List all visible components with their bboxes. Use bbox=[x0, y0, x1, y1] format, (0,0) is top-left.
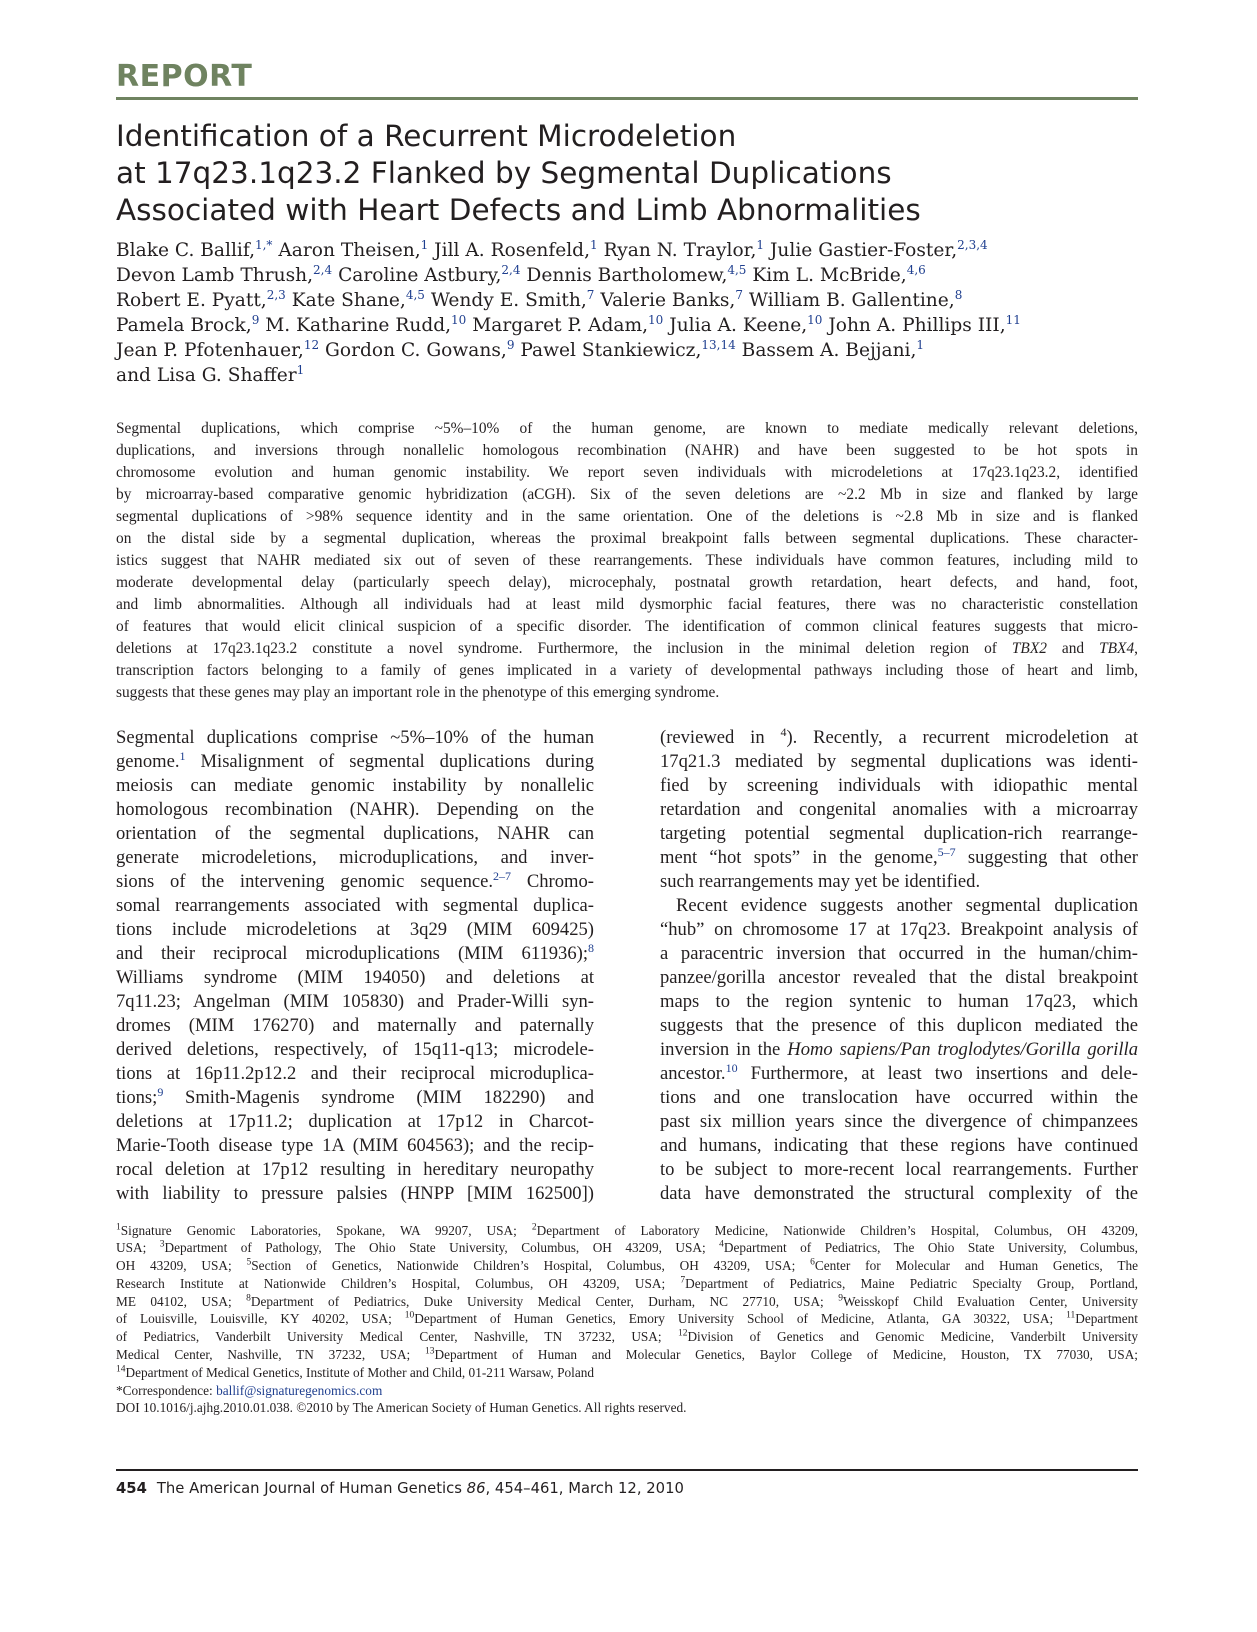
author-name: Jill A. Rosenfeld, bbox=[434, 239, 590, 261]
author-affiliation-ref[interactable]: 10 bbox=[807, 312, 823, 327]
body-text-line: past six million years since the divergence of chimpanzees bbox=[660, 1110, 1138, 1132]
citation-ref[interactable]: 1 bbox=[179, 748, 186, 763]
page-footer bbox=[116, 1480, 684, 1497]
citation-ref[interactable]: 14 bbox=[116, 1364, 126, 1375]
body-text-line: tions at 16p11.2p12.2 and their reciprocal microduplica- bbox=[116, 1062, 594, 1084]
author-affiliation-ref[interactable]: 4,5 bbox=[727, 262, 747, 277]
body-text-line: meiosis can mediate genomic instability by nonallelic bbox=[116, 774, 594, 796]
footnotes bbox=[116, 1222, 1138, 1418]
author-name: Bassem A. Bejjani, bbox=[741, 339, 917, 361]
author-affiliation-ref[interactable]: 1,* bbox=[254, 237, 273, 252]
author-name: M. Katharine Rudd, bbox=[265, 314, 452, 336]
author-affiliation-ref[interactable]: 2,3,4 bbox=[957, 237, 988, 252]
abstract-line: of features that would elicit clinical suspicion of a specific disorder. The identification of common clinical features suggests that micro- bbox=[116, 617, 1138, 635]
body-text-line: homologous recombination (NAHR). Depending on the bbox=[116, 798, 594, 820]
body-text-line: dromes (MIM 176270) and maternally and paternally bbox=[116, 1014, 594, 1036]
abstract-line: deletions at 17q23.1q23.2 constitute a novel syndrome. Furthermore, the inclusion in the minimal deletion region of TBX2 and TBX4, bbox=[116, 639, 1138, 657]
body-text-line: Marie-Tooth disease type 1A (MIM 604563); and the recip- bbox=[116, 1134, 594, 1156]
body-text-line: data have demonstrated the structural complexity of the bbox=[660, 1182, 1138, 1204]
body-text-line: panzee/gorilla ancestor revealed that the distal breakpoint bbox=[660, 966, 1138, 988]
body-text-line: somal rearrangements associated with segmental duplica- bbox=[116, 894, 594, 916]
author-affiliation-ref[interactable]: 8 bbox=[954, 287, 963, 302]
author-affiliation-ref[interactable]: 11 bbox=[1005, 312, 1021, 327]
author-name: John A. Phillips III, bbox=[828, 314, 1006, 336]
author-affiliation-ref[interactable]: 7 bbox=[586, 287, 595, 302]
article-title bbox=[116, 118, 1138, 229]
author-line bbox=[116, 288, 1138, 313]
doi-line: DOI 10.1016/j.ajhg.2010.01.038. ©2010 by The American Society of Human Genetics. All rights reserved. bbox=[116, 1400, 687, 1416]
citation-ref[interactable]: 3 bbox=[159, 1239, 165, 1250]
abstract-line: chromosome evolution and human genomic instability. We report seven individuals with microdeletions at 17q23.1q23.2, identified bbox=[116, 463, 1138, 481]
correspondence-email-link[interactable]: ballif@signaturegenomics.com bbox=[216, 1382, 383, 1398]
author-list bbox=[116, 238, 1138, 388]
author-affiliation-ref[interactable]: 4,5 bbox=[405, 287, 425, 302]
italic-term: TBX2 bbox=[1011, 639, 1047, 657]
author-name: Ryan N. Traylor, bbox=[603, 239, 757, 261]
body-text-line: retardation and congenital anomalies with a microarray bbox=[660, 798, 1138, 820]
citation-ref[interactable]: 4 bbox=[719, 1239, 724, 1250]
citation-ref[interactable]: 7 bbox=[680, 1275, 686, 1286]
article-page bbox=[116, 60, 1138, 1417]
author-name: Robert E. Pyatt, bbox=[116, 289, 267, 311]
author-name: Valerie Banks, bbox=[600, 289, 736, 311]
affiliation-line: $^{14}$Department of Medical Genetics, Institute of Mother and Child, 01-211 Warsaw, Poland bbox=[116, 1364, 595, 1380]
body-text-line: generate microdeletions, microduplications, and inver- bbox=[116, 846, 594, 868]
citation-ref[interactable]: 10 bbox=[725, 1060, 738, 1075]
abstract-line: and limb abnormalities. Although all individuals had at least mild dysmorphic facial features, there was no characteristic constellation bbox=[116, 595, 1138, 613]
abstract-line: suggests that these genes may play an important role in the phenotype of this emerging syndrome. bbox=[116, 683, 720, 701]
abstract-line: moderate developmental delay (particularly speech delay), microcephaly, postnatal growth retardation, heart defects, and hand, foot, bbox=[116, 573, 1138, 591]
body-text-line: tions;$^9$ Smith-Magenis syndrome (MIM 182290) and bbox=[116, 1084, 594, 1108]
author-name: Devon Lamb Thrush, bbox=[116, 264, 314, 286]
citation-ref[interactable]: 8 bbox=[588, 940, 594, 955]
body-text-line: sions of the intervening genomic sequence.$^{2-7}$ Chromo- bbox=[116, 868, 594, 892]
author-name: Gordon C. Gowans, bbox=[325, 339, 507, 361]
affiliations bbox=[116, 1222, 1138, 1382]
affiliation-line: Research Institute at Nationwide Children’s Hospital, Columbus, OH 43209, USA; $^7$Department of Pediatrics, Maine Pediatric Specialty Group, Portland, bbox=[116, 1275, 1139, 1291]
body-text-line: ment “hot spots” in the genome,$^{5-7}$ suggesting that other bbox=[660, 844, 1139, 868]
author-name: Caroline Astbury, bbox=[338, 264, 502, 286]
citation-ref[interactable]: 9 bbox=[157, 1084, 164, 1099]
citation-ref[interactable]: 12 bbox=[677, 1328, 688, 1339]
affiliation-line: Medical Center, Nashville, TN 37232, USA; $^{13}$Department of Human and Molecular Genetics, Baylor College of Medicine, Houston, TX 77030, USA; bbox=[116, 1346, 1138, 1363]
author-affiliation-ref[interactable]: 2,4 bbox=[501, 262, 521, 277]
abstract-line: on the distal side by a segmental duplication, whereas the proximal breakpoint falls between segmental duplications. These character- bbox=[116, 529, 1138, 547]
italic-term: Homo sapiens/Pan troglodytes/Gorilla gorilla bbox=[787, 1038, 1139, 1060]
body-text-line: with liability to pressure palsies (HNPP [MIM 162500]) bbox=[116, 1182, 594, 1204]
author-affiliation-ref[interactable]: 1 bbox=[756, 237, 765, 252]
section-label: REPORT bbox=[116, 59, 253, 94]
body-text-line: genome.$^1$ Misalignment of segmental duplications during bbox=[116, 748, 594, 772]
title-line: Identification of a Recurrent Microdeletion bbox=[116, 118, 737, 153]
author-affiliation-ref[interactable]: 10 bbox=[648, 312, 664, 327]
citation-details: , 454–461, March 12, 2010 bbox=[485, 1480, 684, 1497]
affiliation-line: $^1$Signature Genomic Laboratories, Spokane, WA 99207, USA; $^2$Department of Laboratory Medicine, Nationwide Children’s Hospital, Columbus, OH 43209, bbox=[116, 1222, 1138, 1238]
citation-ref[interactable]: 5–7 bbox=[937, 844, 956, 859]
author-affiliation-ref[interactable]: 7 bbox=[735, 287, 743, 302]
author-line bbox=[116, 313, 1138, 338]
body-text-line: ancestor.$^{10}$ Furthermore, at least two insertions and dele- bbox=[660, 1060, 1138, 1084]
affiliation-line: ME 04102, USA; $^8$Department of Pediatrics, Duke University Medical Center, Durham, NC 27710, USA; $^9$Weisskopf Child Evaluation Center, University bbox=[116, 1293, 1138, 1309]
citation-ref[interactable]: 2 bbox=[531, 1222, 537, 1233]
title-line: Associated with Heart Defects and Limb Abnormalities bbox=[116, 192, 921, 227]
body-text-line: fied by screening individuals with idiopathic mental bbox=[660, 774, 1138, 796]
author-line bbox=[116, 363, 1138, 388]
author-name: Wendy E. Smith, bbox=[430, 289, 587, 311]
abstract-line: Segmental duplications, which comprise ~5%–10% of the human genome, are known to mediate medically relevant deletions, bbox=[116, 419, 1138, 437]
author-name: Pawel Stankiewicz, bbox=[520, 339, 702, 361]
author-affiliation-ref[interactable]: 1 bbox=[420, 237, 429, 252]
body-text-line: rocal deletion at 17p12 resulting in hereditary neuropathy bbox=[116, 1158, 594, 1180]
body-text-line: derived deletions, respectively, of 15q11-q13; microdele- bbox=[116, 1038, 594, 1060]
abstract bbox=[116, 418, 1138, 704]
body-text-line: Recent evidence suggests another segmental duplication bbox=[676, 894, 1138, 916]
author-line bbox=[116, 338, 1138, 363]
citation-ref: 4 bbox=[780, 724, 787, 739]
body-text-line: Segmental duplications comprise ~5%–10% of the human bbox=[116, 726, 594, 748]
body-text-line: tions include microdeletions at 3q29 (MIM 609425) bbox=[116, 918, 594, 940]
author-name: Jean P. Pfotenhauer, bbox=[116, 339, 304, 361]
affiliation-line: USA; $^3$Department of Pathology, The Ohio State University, Columbus, OH 43209, USA; $^4$Department of Pediatrics, The Ohio State University, Columbus, bbox=[116, 1239, 1138, 1256]
author-affiliation-ref[interactable]: 1 bbox=[296, 362, 305, 377]
correspondence-label: *Correspondence: bbox=[116, 1382, 217, 1398]
author-name: Margaret P. Adam, bbox=[472, 314, 649, 336]
page-number: 454 bbox=[116, 1480, 147, 1497]
author-affiliation-ref[interactable]: 13,14 bbox=[701, 337, 736, 352]
citation-ref[interactable]: 1 bbox=[116, 1222, 121, 1233]
body-text-line: suggests that the presence of this duplicon mediated the bbox=[660, 1014, 1138, 1036]
author-name: Aaron Theisen, bbox=[278, 239, 421, 261]
affiliation-line: OH 43209, USA; $^5$Section of Genetics, Nationwide Children’s Hospital, Columbus, OH 43209, USA; $^6$Center for Molecular and Human Genetics, The bbox=[116, 1257, 1138, 1274]
author-line bbox=[116, 263, 1138, 288]
author-name: Pamela Brock, bbox=[116, 314, 252, 336]
header-rule bbox=[116, 97, 1138, 100]
abstract-line: istics suggest that NAHR mediated six out of seven of these rearrangements. These individuals have common features, including mild to bbox=[116, 551, 1138, 569]
author-name: Julie Gastier-Foster, bbox=[769, 239, 958, 261]
body-text-line: and their reciprocal microduplications (MIM 611936);$^8$ bbox=[116, 940, 594, 964]
author-name: Kate Shane, bbox=[291, 289, 406, 311]
body-text-line: inversion in the Homo sapiens/Pan troglodytes/Gorilla gorilla bbox=[660, 1038, 1139, 1060]
citation-ref[interactable]: 8 bbox=[246, 1293, 251, 1304]
author-name: and Lisa G. Shaffer bbox=[116, 364, 297, 386]
author-affiliation-ref[interactable]: 12 bbox=[303, 337, 320, 352]
body-text-line: such rearrangements may yet be identified. bbox=[660, 870, 981, 892]
author-name: Blake C. Ballif, bbox=[116, 239, 255, 261]
author-affiliation-ref[interactable]: 10 bbox=[451, 312, 467, 327]
body-column-left bbox=[116, 726, 594, 1206]
author-name: Kim L. McBride, bbox=[752, 264, 907, 286]
author-affiliation-ref[interactable]: 4,6 bbox=[906, 262, 926, 277]
body-text-line: 17q21.3 mediated by segmental duplications was identi- bbox=[660, 750, 1138, 772]
author-affiliation-ref[interactable]: 2,4 bbox=[313, 262, 333, 277]
citation-ref[interactable]: 6 bbox=[810, 1257, 815, 1268]
citation-ref[interactable]: 11 bbox=[1066, 1311, 1076, 1322]
author-affiliation-ref[interactable]: 9 bbox=[506, 337, 515, 352]
italic-term: TBX4 bbox=[1099, 639, 1135, 657]
body-text-line: 7q11.23; Angelman (MIM 105830) and Prader-Willi syn- bbox=[116, 990, 594, 1012]
body-text-line: Williams syndrome (MIM 194050) and deletions at bbox=[116, 966, 594, 988]
body-columns bbox=[116, 726, 1138, 1206]
author-affiliation-ref[interactable]: 1 bbox=[916, 337, 925, 352]
body-text-line: (reviewed in $^4$). Recently, a recurrent microdeletion at bbox=[660, 724, 1138, 748]
author-name: Dennis Bartholomew, bbox=[526, 264, 728, 286]
footer-rule bbox=[116, 1469, 1138, 1471]
journal-volume: 86 bbox=[466, 1480, 486, 1497]
body-text-line: to be subject to more-recent local rearrangements. Further bbox=[660, 1158, 1138, 1180]
affiliation-line: of Louisville, Louisville, KY 40202, USA; $^{10}$Department of Human Genetics, Emory University School of Medicine, Atlanta, GA 30322, USA; $^{11}$Department bbox=[116, 1311, 1138, 1327]
citation-ref[interactable]: 5 bbox=[246, 1257, 252, 1268]
body-text-line: deletions at 17p11.2; duplication at 17p12 in Charcot- bbox=[116, 1110, 594, 1132]
citation-ref[interactable]: 10 bbox=[404, 1311, 415, 1322]
abstract-line: transcription factors belonging to a family of genes implicated in a variety of developmental pathways including those of heart and limb, bbox=[116, 661, 1138, 679]
abstract-line: segmental duplications of >98% sequence identity and in the same orientation. One of the deletions is ~2.8 Mb in size and is flanked bbox=[116, 507, 1138, 525]
body-text-line: orientation of the segmental duplications, NAHR can bbox=[116, 822, 594, 844]
citation-ref[interactable]: 9 bbox=[838, 1293, 843, 1304]
correspondence bbox=[116, 1382, 1138, 1400]
citation-ref[interactable]: 2–7 bbox=[493, 868, 512, 883]
body-text-line: “hub” on chromosome 17 at 17q23. Breakpoint analysis of bbox=[660, 918, 1138, 940]
body-text-line: and humans, indicating that these regions have continued bbox=[660, 1134, 1138, 1156]
body-column-right bbox=[660, 726, 1138, 1206]
author-name: William B. Gallentine, bbox=[748, 289, 955, 311]
affiliation-line: of Pediatrics, Vanderbilt University Medical Center, Nashville, TN 37232, USA; $^{12}$Division of Genetics and Genomic Medicine, Vanderbilt University bbox=[116, 1328, 1138, 1345]
body-text-line: a paracentric inversion that occurred in the human/chim- bbox=[660, 942, 1138, 964]
body-text-line: targeting potential segmental duplication-rich rearrange- bbox=[660, 822, 1138, 844]
author-line bbox=[116, 238, 1138, 263]
author-affiliation-ref[interactable]: 1 bbox=[590, 237, 598, 252]
abstract-line: by microarray-based comparative genomic hybridization (aCGH). Six of the seven deletions are ~2.2 Mb in size and flanked by large bbox=[116, 485, 1138, 503]
author-name: Julia A. Keene, bbox=[669, 314, 808, 336]
body-text-line: maps to the region syntenic to human 17q23, which bbox=[660, 990, 1138, 1012]
journal-name: The American Journal of Human Genetics bbox=[156, 1480, 467, 1497]
body-text-line: tions and one translocation have occurred within the bbox=[660, 1086, 1138, 1108]
citation-ref[interactable]: 13 bbox=[425, 1346, 435, 1357]
author-affiliation-ref[interactable]: 9 bbox=[251, 312, 260, 327]
abstract-line: duplications, and inversions through nonallelic homologous recombination (NAHR) and have been suggested to be hot spots in bbox=[116, 441, 1138, 459]
title-line: at 17q23.1q23.2 Flanked by Segmental Duplications bbox=[116, 155, 892, 190]
author-affiliation-ref[interactable]: 2,3 bbox=[266, 287, 286, 302]
